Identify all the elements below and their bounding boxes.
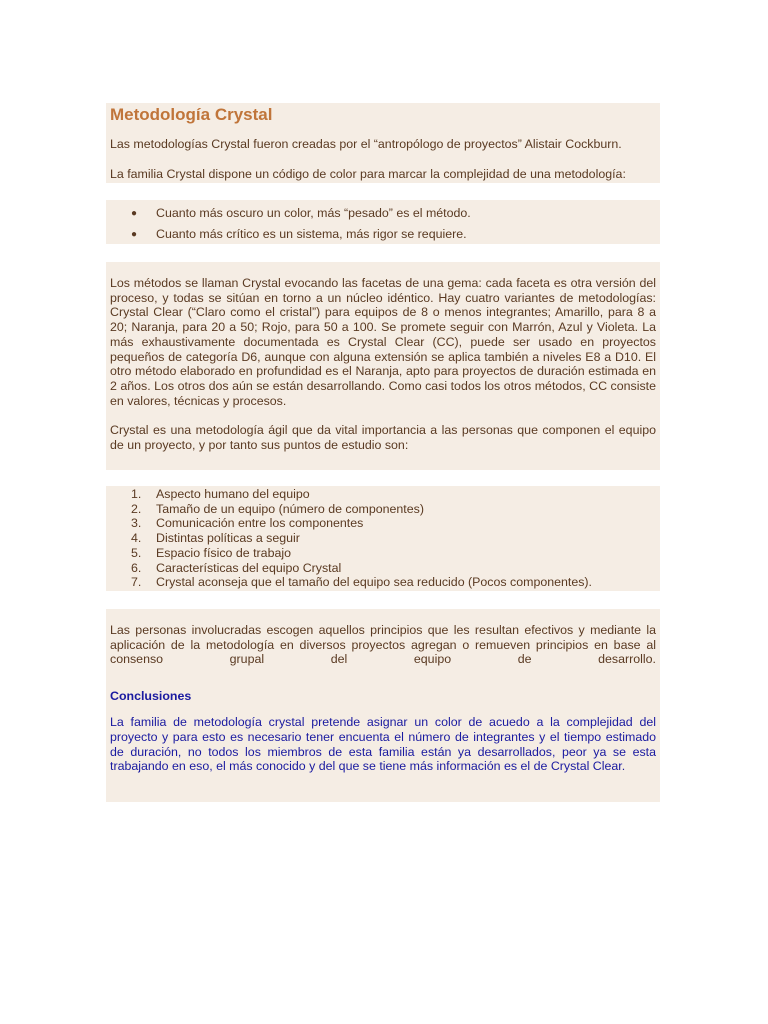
list-item: 1. Aspecto humano del equipo (131, 487, 310, 501)
intro-section (106, 103, 660, 183)
list-item: 6. Características del equipo Crystal (131, 560, 342, 575)
page-title: Metodología Crystal (110, 105, 273, 124)
list-item: 3. Comunicación entre los componentes (131, 516, 364, 531)
list-item: 2. Tamaño de un equipo (número de componentes) (131, 501, 424, 516)
bullet-icon: ● (131, 208, 138, 219)
methods-section (106, 262, 660, 470)
conclusions-paragraph: La familia de metodología crystal pretende asignar un color de acuedo a la complejidad del proyecto y para esto es necesario tener encuenta el número de integrantes y el tiempo estimado de duración, no todos los miembros de esta familia están ya desarrollados, peor ya se esta trabajando en eso, el más conocido y del que se tiene más información es el de Crystal Clear. (110, 715, 656, 774)
list-item: 4. Distintas políticas a seguir (131, 531, 300, 546)
conclusions-heading: Conclusiones (110, 689, 192, 704)
color-rules-list (106, 200, 660, 244)
list-item: ● Cuanto más crítico es un sistema, más rigor se requiere. (106, 224, 660, 245)
list-item: 7. Crystal aconseja que el tamaño del equipo sea reducido (Pocos componentes). (131, 575, 592, 590)
agile-paragraph: Crystal es una metodología ágil que da vital importancia a las personas que componen el equipo de un proyecto, y por tanto sus puntos de estudio son: (110, 423, 656, 453)
conclusions-section (106, 609, 660, 802)
intro-paragraph-1: Las metodologías Crystal fueron creadas por el “antropólogo de proyectos” Alistair Cockburn. (110, 137, 622, 151)
methods-paragraph: Los métodos se llaman Crystal evocando las facetas de una gema: cada faceta es otra versión del proceso, y todas se sitúan en torno a un núcleo idéntico. Hay cuatro variantes de metodologías: Crystal Clear (“Claro como el cristal”) para equipos de 8 o menos integrantes; Amarillo, para 8 a 20; Naranja, para 20 a 50; Rojo, para 50 a 100. Se promete seguir con Marrón, Azul y Violeta. La más exhaustivamente documentada es Crystal Clear (CC), puede ser usado en proyectos pequeños de categoría D6, aunque con alguna extensión se aplica también a niveles E8 a D10. El otro método elaborado en profundidad es el Naranja, apto para proyectos de duración estimada en 2 años. Los otros dos aún se están desarrollando. Como casi todos los otros métodos, CC consiste en valores, técnicas y procesos. (110, 276, 656, 408)
list-item: 5. Espacio físico de trabajo (131, 545, 291, 560)
people-paragraph: Las personas involucradas escogen aquellos principios que les resultan efectivos y mediante la aplicación de la metodología en diversos proyectos agregan o remueven principios en base al consenso grupal del equipo de desarrollo. (110, 623, 656, 667)
intro-paragraph-2: La familia Crystal dispone un código de color para marcar la complejidad de una metodología: (110, 166, 626, 181)
study-points-list (106, 486, 660, 591)
list-item: ● Cuanto más oscuro un color, más “pesado” es el método. (106, 203, 660, 224)
bullet-icon: ● (131, 229, 138, 240)
